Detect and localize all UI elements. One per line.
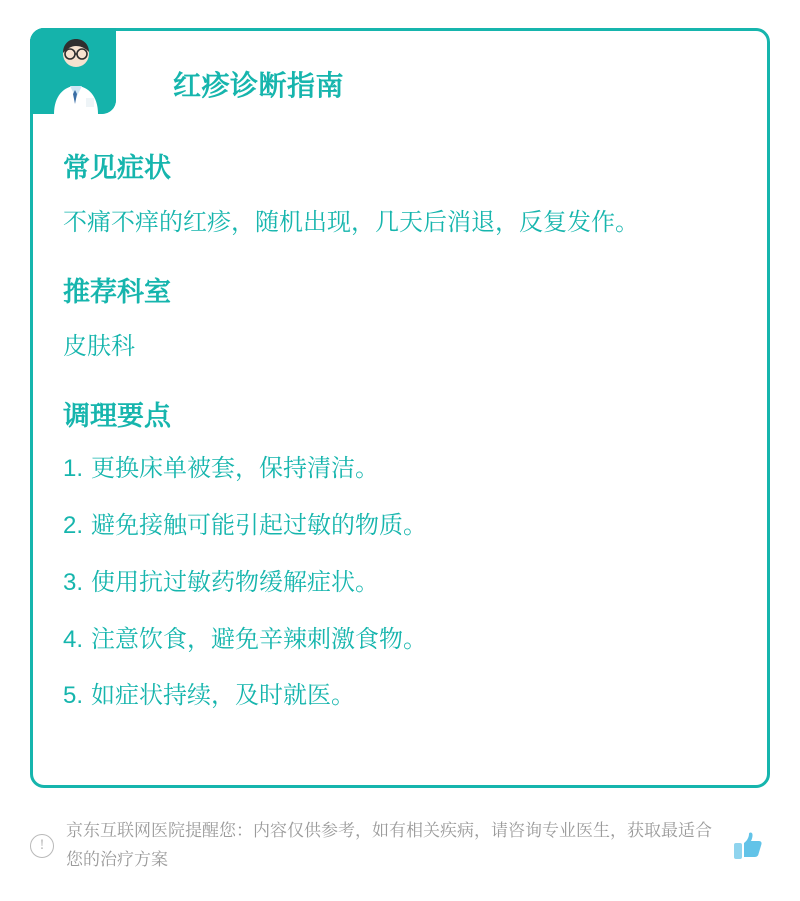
list-item-number: 1. bbox=[63, 455, 84, 483]
section-heading-care-tips: 调理要点 bbox=[63, 401, 171, 432]
list-item bbox=[63, 679, 737, 714]
info-icon: ! bbox=[30, 834, 54, 858]
guide-card bbox=[30, 28, 770, 788]
list-item bbox=[63, 623, 737, 658]
section-text-symptoms: 不痛不痒的红疹，随机出现，几天后消退，反复发作。 bbox=[63, 208, 639, 236]
list-item bbox=[63, 452, 737, 487]
list-item bbox=[63, 509, 737, 544]
thumbs-up-icon[interactable] bbox=[728, 825, 770, 867]
section-text-department: 皮肤科 bbox=[63, 332, 135, 360]
list-item-text: 避免接触可能引起过敏的物质。 bbox=[91, 512, 428, 540]
list-item-number: 3. bbox=[63, 568, 84, 596]
section-heading-department: 推荐科室 bbox=[63, 276, 171, 307]
care-tips-list bbox=[63, 452, 737, 714]
footer-text: 京东互联网医院提醒您：内容仅供参考，如有相关疾病，请咨询专业医生，获取最适合您的治疗方案 bbox=[66, 821, 712, 870]
list-item-number: 4. bbox=[63, 625, 84, 653]
doctor-avatar-icon bbox=[30, 28, 116, 114]
section-heading-symptoms: 常见症状 bbox=[63, 152, 171, 183]
list-item-text: 注意饮食，避免辛辣刺激食物。 bbox=[91, 625, 428, 653]
page-title: 红疹诊断指南 bbox=[173, 70, 345, 101]
list-item-number: 5. bbox=[63, 682, 84, 710]
list-item-text: 使用抗过敏药物缓解症状。 bbox=[91, 568, 380, 596]
footer-disclaimer bbox=[30, 817, 770, 875]
list-item-text: 更换床单被套，保持清洁。 bbox=[91, 455, 380, 483]
list-item-number: 2. bbox=[63, 512, 84, 540]
list-item bbox=[63, 566, 737, 601]
list-item-text: 如症状持续，及时就医。 bbox=[91, 682, 356, 710]
